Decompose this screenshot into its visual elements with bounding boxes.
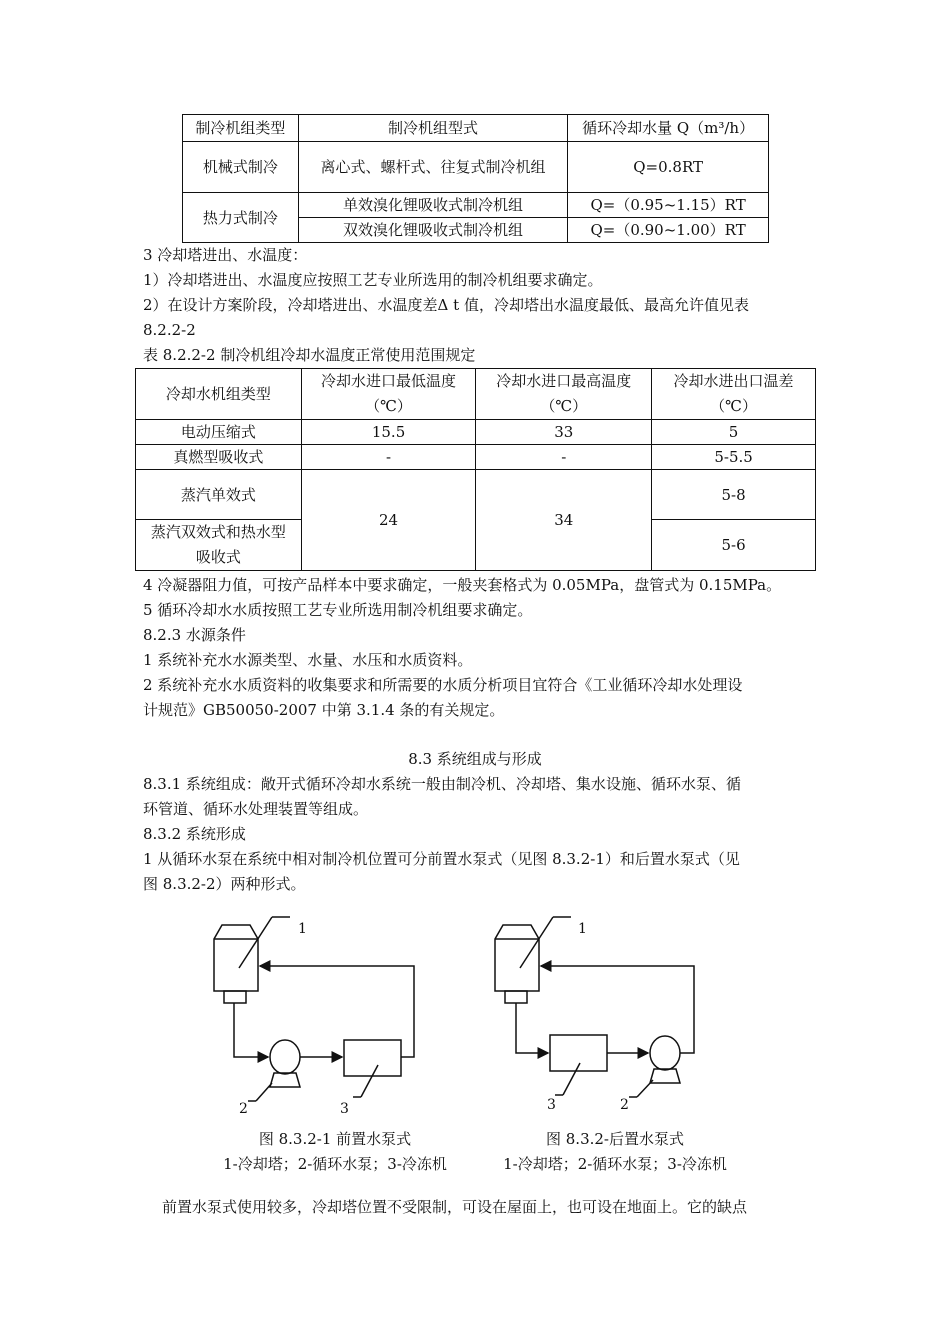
pipe-line [516, 1003, 548, 1053]
figure-label: 2 [620, 1097, 629, 1113]
paragraph-line: 1 从循环水泵在系统中相对制冷机位置可分前置水泵式（见图 8.3.2-1）和后置水泵式（见 [143, 850, 740, 868]
paragraph-line: 8.3.1 系统组成：敞开式循环冷却水系统一般由制冷机、冷却塔、集水设施、循环水泵、循 [143, 775, 741, 793]
table-header [652, 369, 816, 420]
table-cell-text: 蒸汽双效式和热水型吸收式 [150, 523, 286, 566]
table-cell: 真燃型吸收式 [136, 445, 302, 470]
table-cell: Q=0.8RT [568, 142, 769, 193]
leader-line [637, 1080, 653, 1097]
table-cell: 15.5 [301, 420, 476, 445]
table-header-text: 冷却水进出口温差（℃） [673, 372, 794, 415]
table-cell: 5-5.5 [652, 445, 816, 470]
table-cell: 33 [476, 420, 652, 445]
table-cell: 5-6 [652, 520, 816, 571]
paragraph-line: 2 系统补充水水质资料的收集要求和所需要的水质分析项目宜符合《工业循环冷却水处理设 [143, 676, 743, 694]
figure-legend: 1-冷却塔；2-循环水泵；3-冷冻机 [503, 1155, 727, 1173]
table-cell: 5-8 [652, 470, 816, 520]
figures-diagram [0, 905, 950, 1135]
chiller-icon [344, 1040, 401, 1076]
paragraph-line: 前置水泵式使用较多，冷却塔位置不受限制，可设在屋面上，也可设在地面上。它的缺点 [162, 1198, 748, 1216]
table-header: 制冷机组型式 [298, 115, 567, 142]
figure-caption: 图 8.3.2-1 前置水泵式 [258, 1130, 412, 1148]
figure-label: 1 [298, 921, 307, 937]
table-header-text: 冷却水进口最低温度（℃） [321, 372, 457, 415]
figure-front-pump [214, 917, 414, 1101]
table-cell: Q=（0.90~1.00）RT [568, 218, 769, 243]
paragraph-line: 2）在设计方案阶段，冷却塔进出、水温度差Δ t 值，冷却塔出水温度最低、最高允许值见表 [143, 296, 749, 314]
table-header: 冷却水机组类型 [136, 369, 302, 420]
leader-line [563, 1063, 580, 1095]
table-header [476, 369, 652, 420]
table-cell: 24 [301, 470, 476, 571]
table-cell: 34 [476, 470, 652, 571]
paragraph-line: 8.3.2 系统形成 [143, 825, 246, 843]
cooling-water-temp-table [135, 368, 816, 571]
paragraph-line: 3 冷却塔进出、水温度： [143, 246, 308, 264]
table-header: 制冷机组类型 [183, 115, 299, 142]
table-cell: 单效溴化锂吸收式制冷机组 [298, 193, 567, 218]
table-cell: 机械式制冷 [183, 142, 299, 193]
pipe-line [260, 966, 414, 1057]
paragraph-line: 计规范》GB50050-2007 中第 3.1.4 条的有关规定。 [143, 701, 505, 719]
table-cell: 电动压缩式 [136, 420, 302, 445]
table-header: 循环冷却水量 Q（m³/h） [568, 115, 769, 142]
leader-line [256, 1083, 272, 1101]
table-cell: - [301, 445, 476, 470]
pipe-line [234, 1003, 268, 1057]
figure-label: 2 [239, 1101, 248, 1117]
table-header [301, 369, 476, 420]
table-cell: 热力式制冷 [183, 193, 299, 243]
table-cell [136, 520, 302, 571]
figure-label: 3 [340, 1101, 349, 1117]
pump-icon [650, 1036, 680, 1083]
pump-icon [270, 1040, 300, 1087]
table-cell: 蒸汽单效式 [136, 470, 302, 520]
paragraph-line: 1）冷却塔进出、水温度应按照工艺专业所选用的制冷机组要求确定。 [143, 271, 603, 289]
leader-line [361, 1065, 378, 1097]
paragraph-line: 1 系统补充水水源类型、水量、水压和水质资料。 [143, 651, 473, 669]
figure-legend: 1-冷却塔；2-循环水泵；3-冷冻机 [223, 1155, 447, 1173]
figure-label: 3 [547, 1097, 556, 1113]
paragraph-line: 5 循环冷却水水质按照工艺专业所选用制冷机组要求确定。 [143, 601, 533, 619]
table-caption: 表 8.2.2-2 制冷机组冷却水温度正常使用范围规定 [143, 346, 476, 364]
table-cell: 5 [652, 420, 816, 445]
figure-caption: 图 8.3.2-后置水泵式 [545, 1130, 684, 1148]
paragraph-line: 8.2.2-2 [143, 321, 196, 339]
chiller-type-table [182, 114, 769, 243]
table-header-text: 冷却水进口最高温度（℃） [496, 372, 632, 415]
pipe-line [541, 966, 694, 1053]
table-cell: 双效溴化锂吸收式制冷机组 [298, 218, 567, 243]
paragraph-line: 环管道、循环水处理装置等组成。 [143, 800, 369, 818]
cooling-tower-icon [495, 925, 539, 1003]
figure-label: 1 [578, 921, 587, 937]
paragraph-line: 4 冷凝器阻力值，可按产品样本中要求确定，一般夹套格式为 0.05MPa，盘管式为 0.15MPa。 [143, 576, 782, 594]
cooling-tower-icon [214, 925, 258, 1003]
paragraph-line: 图 8.3.2-2）两种形式。 [143, 875, 306, 893]
paragraph-line: 8.2.3 水源条件 [143, 626, 246, 644]
section-title: 8.3 系统组成与形成 [408, 750, 542, 768]
figure-rear-pump [495, 917, 694, 1097]
table-cell: - [476, 445, 652, 470]
table-cell: Q=（0.95~1.15）RT [568, 193, 769, 218]
table-cell: 离心式、螺杆式、往复式制冷机组 [298, 142, 567, 193]
